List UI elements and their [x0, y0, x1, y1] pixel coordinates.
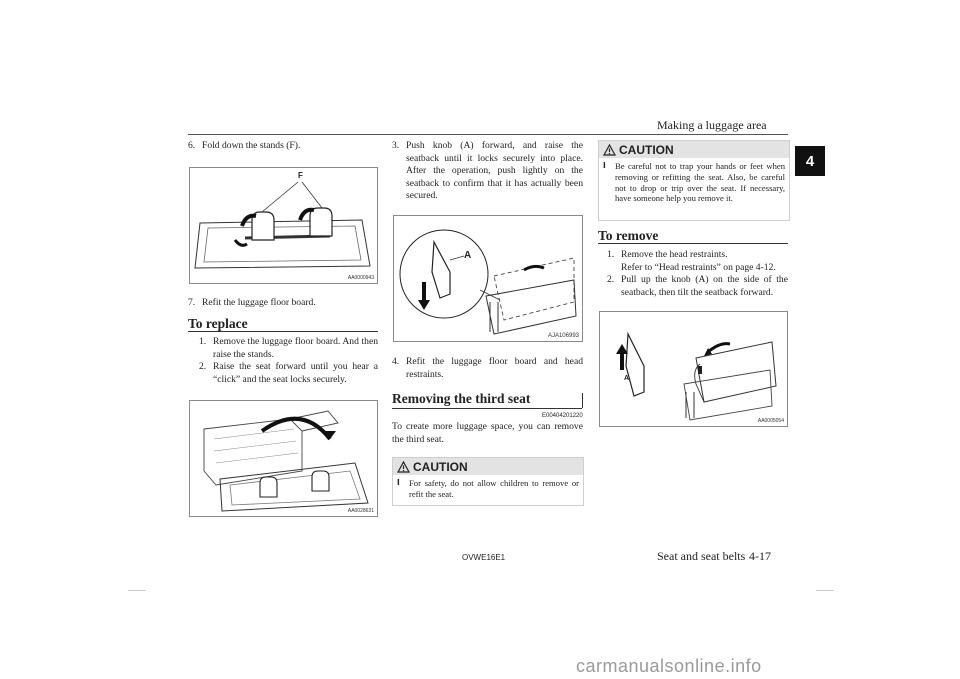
page-reference-link[interactable]: Refer to “Head restraints” on page 4-12.: [621, 261, 776, 273]
heading-rule: [598, 243, 788, 244]
section-code: E00404201220: [542, 413, 583, 419]
caution-title: CAUTION: [619, 142, 674, 157]
heading-removing-third-seat: Removing the third seat: [392, 391, 531, 406]
step-number: 1.: [199, 336, 207, 347]
step-number: 3.: [392, 140, 400, 151]
seat-raise-illustration: [190, 401, 377, 516]
remove-step-2: [607, 274, 788, 299]
step-number: 4.: [392, 356, 400, 367]
replace-step-1: [199, 336, 378, 361]
remove-steps: [607, 249, 788, 299]
caution-header: [393, 458, 583, 475]
crop-mark: [816, 590, 834, 591]
page-number: 4-17: [749, 549, 771, 563]
figure-fold-stands: [189, 167, 378, 284]
stands-illustration: [190, 168, 377, 283]
step-number: 2.: [607, 274, 615, 285]
caution-header: [599, 141, 789, 158]
running-header-title: Making a luggage area: [657, 118, 767, 132]
tilt-seatback-illustration: [600, 312, 787, 426]
figure-pull-knob: [599, 311, 788, 427]
caution-body: [393, 475, 583, 504]
column-1: [188, 140, 378, 153]
bullet-icon: l: [603, 161, 606, 170]
warning-triangle-icon: [397, 461, 410, 473]
figure-code: AJA106993: [547, 333, 579, 339]
knob-illustration: [394, 216, 582, 341]
footer-section-title: Seat and seat belts: [657, 549, 746, 563]
label-f: F: [298, 171, 303, 180]
replace-step-2: [199, 361, 378, 386]
label-a: A: [464, 250, 472, 261]
document-code: OVWE16E1: [462, 553, 506, 562]
header-rule: [188, 134, 788, 135]
figure-code: AA0000943: [347, 275, 374, 281]
step-text: Refit the luggage floor board.: [202, 297, 316, 308]
caution-title: CAUTION: [413, 459, 468, 474]
caution-box-trap: [598, 140, 790, 221]
remove-step-1: [607, 249, 788, 274]
step-number: 1.: [607, 249, 615, 260]
heading-to-replace: To replace: [188, 316, 248, 331]
step-text: Raise the seat forward until you hear a “click” and the seat locks securely.: [213, 361, 378, 385]
caution-box-children: [392, 457, 584, 506]
heading-rule: [188, 331, 378, 332]
step-number: 6.: [188, 140, 196, 151]
step-text: [621, 249, 788, 274]
figure-raise-seat: [189, 400, 378, 517]
warning-triangle-icon: [603, 144, 616, 156]
step-6: [188, 140, 378, 153]
step-text: Pull up the knob (A) on the side of the seatback, then tilt the seatback forward.: [621, 274, 788, 298]
label-a: A: [624, 375, 630, 382]
step-text: Push knob (A) forward, and raise the seatback until it locks securely into place. After the operation, push lightly on the seatback to confirm that it has actually been secured.: [406, 140, 583, 201]
caution-text: Be careful not to trap your hands or feet when removing or refitting the seat. Also, be careful not to drop or trip over the seat. If necessary, have someone help you remove it.: [615, 161, 785, 204]
figure-code: AA0005054: [757, 418, 784, 424]
step-text: Fold down the stands (F).: [202, 140, 301, 151]
removing-intro: To create more luggage space, you can remove the third seat.: [392, 421, 583, 445]
replace-steps: [199, 336, 378, 386]
chapter-tab[interactable]: 4: [795, 146, 825, 176]
step-7: [188, 297, 378, 310]
caution-body: [599, 158, 789, 208]
caution-text: For safety, do not allow children to remove or refit the seat.: [409, 478, 579, 499]
figure-push-knob: [393, 215, 583, 342]
heading-to-remove: To remove: [598, 228, 659, 243]
watermark-text[interactable]: carmanualsonline.info: [576, 656, 762, 676]
step-3: [392, 140, 583, 203]
figure-code: AA0028631: [347, 508, 374, 514]
crop-mark: [128, 590, 146, 591]
column-2: [392, 140, 583, 203]
heading-rule: [392, 408, 582, 409]
step-4: [392, 356, 583, 381]
step-number: 2.: [199, 361, 207, 372]
step-text: Remove the luggage floor board. And then raise the stands.: [213, 336, 378, 360]
bullet-icon: l: [397, 478, 400, 487]
step-text: Refit the luggage floor board and head restraints.: [406, 356, 583, 380]
step-number: 7.: [188, 297, 196, 308]
heading-rule-vertical: [582, 393, 583, 408]
step-main-text: Remove the head restraints.: [621, 249, 728, 260]
